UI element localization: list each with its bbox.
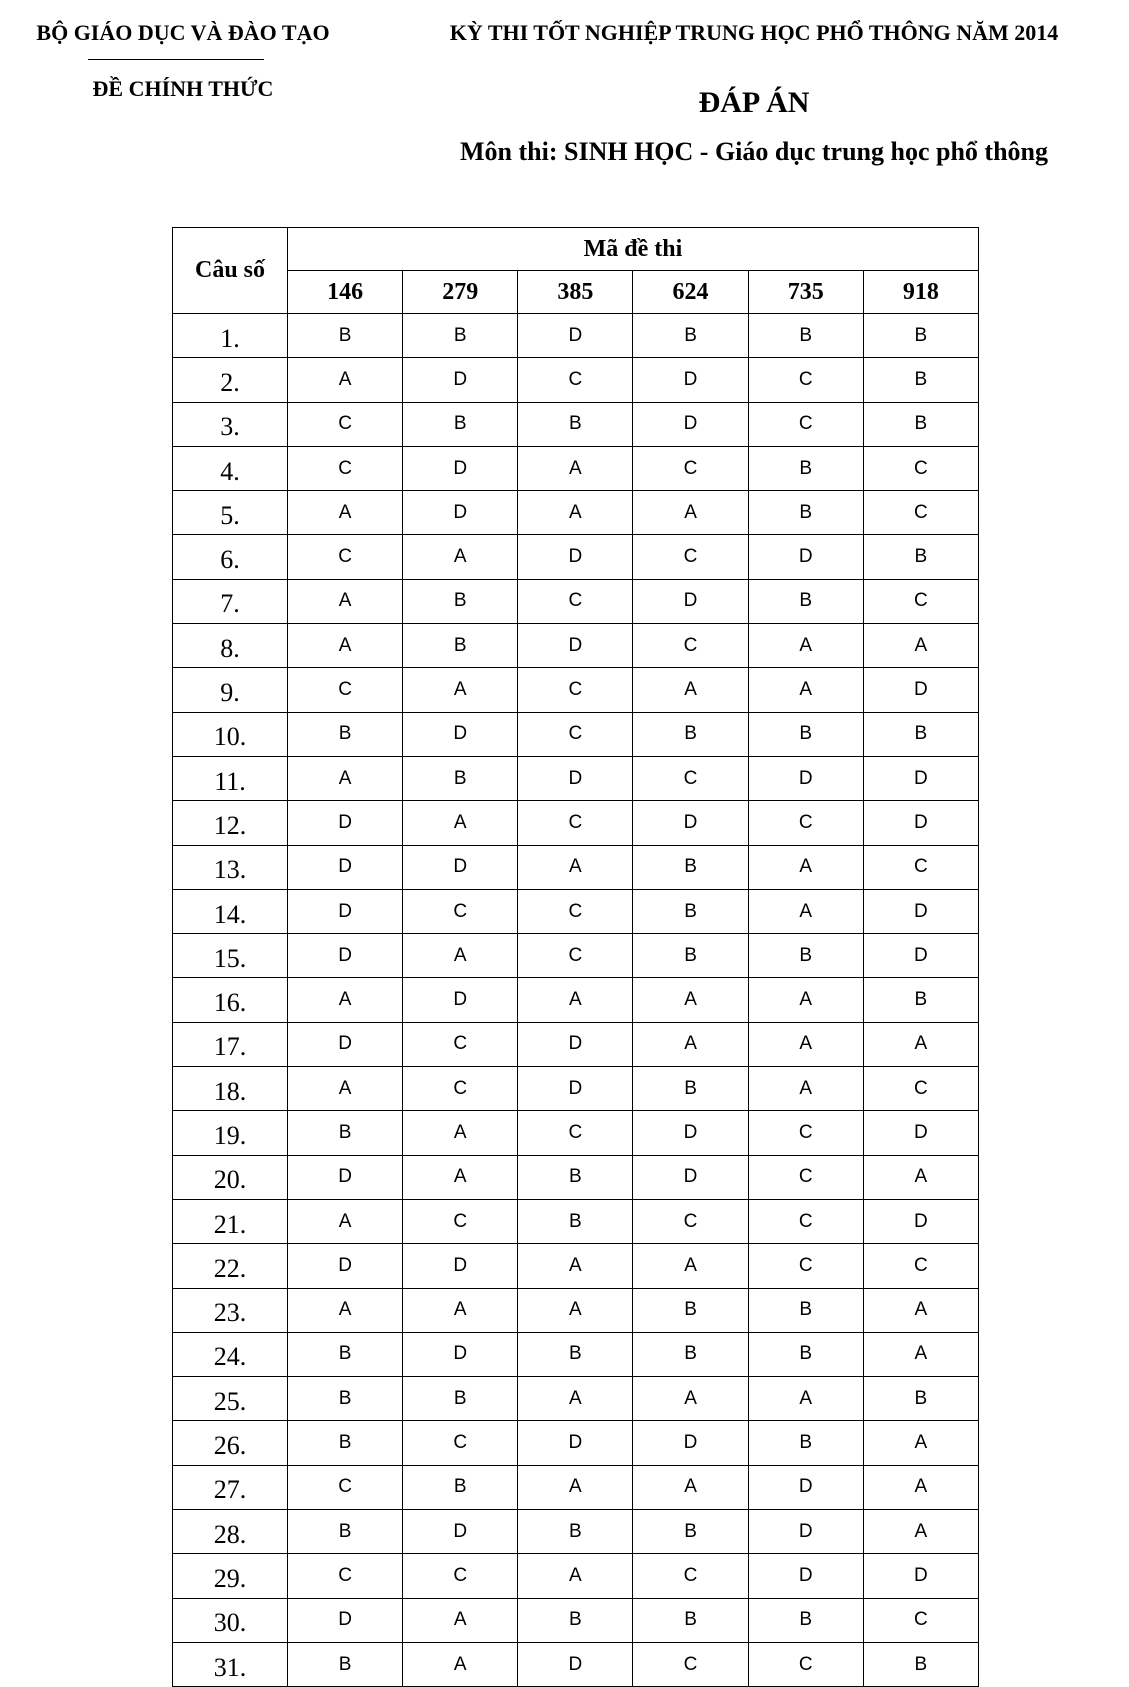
exam-code-header: 735 [748,271,863,314]
answer-cell: D [748,1554,863,1598]
answer-cell: D [518,1421,633,1465]
answer-cell: D [403,491,518,535]
answer-cell: D [518,535,633,579]
answer-cell: A [403,1155,518,1199]
table-row [173,1642,979,1686]
answer-cell: B [863,402,978,446]
answer-cell: B [748,579,863,623]
ministry-underline [88,59,264,60]
answer-cell: A [633,1022,748,1066]
answer-cell: B [633,934,748,978]
question-number: 12. [173,801,288,845]
answer-cell: D [403,712,518,756]
answer-cell: C [633,756,748,800]
answer-cell: A [748,1067,863,1111]
answer-cell: A [863,1465,978,1509]
answer-cell: A [403,668,518,712]
answer-cell: A [518,446,633,490]
answer-cell: D [288,1244,403,1288]
answer-cell: D [403,845,518,889]
answer-cell: B [518,1598,633,1642]
question-number: 29. [173,1554,288,1598]
answer-cell: B [863,978,978,1022]
answer-cell: D [863,889,978,933]
answer-cell: B [288,1332,403,1376]
answer-cell: A [748,889,863,933]
question-number: 4. [173,446,288,490]
answer-cell: D [518,314,633,358]
answer-cell: A [403,1642,518,1686]
answer-cell: D [633,801,748,845]
answer-cell: B [403,314,518,358]
answer-cell: B [863,1377,978,1421]
answer-cell: C [748,1155,863,1199]
question-number: 31. [173,1642,288,1686]
question-number: 21. [173,1199,288,1243]
answer-cell: A [403,1111,518,1155]
answer-cell: A [748,845,863,889]
table-row [173,756,979,800]
answer-cell: A [633,978,748,1022]
answer-cell: C [403,1421,518,1465]
answer-cell: C [518,934,633,978]
table-row [173,535,979,579]
answer-cell: D [518,624,633,668]
table-row [173,801,979,845]
answer-cell: D [288,889,403,933]
answer-cell: B [633,1510,748,1554]
answer-cell: A [288,1199,403,1243]
answer-cell: C [518,668,633,712]
answer-cell: B [518,1332,633,1376]
answer-cell: D [288,1155,403,1199]
question-number: 1. [173,314,288,358]
question-number-header: Câu số [173,228,288,314]
exam-code-header: 385 [518,271,633,314]
answer-cell: C [748,1244,863,1288]
question-number: 16. [173,978,288,1022]
answer-cell: A [288,978,403,1022]
answer-cell: D [863,668,978,712]
answer-cell: B [633,1332,748,1376]
answer-cell: A [863,1421,978,1465]
answer-cell: B [748,1598,863,1642]
answer-cell: C [403,1199,518,1243]
answer-cell: C [633,535,748,579]
answer-cell: A [518,491,633,535]
answer-cell: D [403,978,518,1022]
answer-cell: A [863,1288,978,1332]
answer-cell: C [863,1067,978,1111]
answer-cell: D [403,1332,518,1376]
answer-cell: C [403,1067,518,1111]
answer-cell: D [633,402,748,446]
answer-cell: D [403,358,518,402]
question-number: 14. [173,889,288,933]
question-number: 15. [173,934,288,978]
answer-cell: A [633,1377,748,1421]
answer-cell: A [288,1067,403,1111]
table-row [173,314,979,358]
table-row [173,358,979,402]
answer-cell: D [748,1465,863,1509]
answer-cell: B [288,712,403,756]
answer-cell: D [863,756,978,800]
answer-cell: D [518,1022,633,1066]
exam-title: KỲ THI TỐT NGHIỆP TRUNG HỌC PHỔ THÔNG NĂM 2014 [449,20,1059,45]
table-row [173,845,979,889]
answer-cell: B [748,934,863,978]
answer-cell: C [748,358,863,402]
answer-cell: D [633,1155,748,1199]
question-number: 6. [173,535,288,579]
answer-cell: A [633,668,748,712]
answer-cell: B [403,402,518,446]
answer-cell: D [633,579,748,623]
answer-cell: B [518,402,633,446]
table-row [173,491,979,535]
answer-cell: A [863,624,978,668]
answer-cell: D [403,1510,518,1554]
official-label: ĐỀ CHÍNH THỨC [92,76,274,101]
question-number: 24. [173,1332,288,1376]
answer-cell: A [863,1510,978,1554]
answer-cell: C [748,1199,863,1243]
answer-cell: A [633,1244,748,1288]
answer-cell: C [748,1642,863,1686]
answer-cell: D [863,934,978,978]
answer-cell: B [863,314,978,358]
table-row [173,978,979,1022]
question-number: 8. [173,624,288,668]
answer-cell: B [403,1377,518,1421]
table-row [173,1377,979,1421]
table-header-row [173,228,979,271]
answer-cell: D [288,801,403,845]
answer-key-title: ĐÁP ÁN [698,86,810,119]
answer-cell: B [288,314,403,358]
answer-cell: D [863,801,978,845]
question-number: 10. [173,712,288,756]
exam-code-header: 146 [288,271,403,314]
question-number: 7. [173,579,288,623]
answer-cell: B [288,1421,403,1465]
answer-cell: C [748,1111,863,1155]
answer-cell: A [633,491,748,535]
exam-code-group-header: Mã đề thi [288,228,979,271]
answer-cell: B [633,712,748,756]
answer-cell: D [863,1111,978,1155]
table-row [173,1510,979,1554]
question-number: 20. [173,1155,288,1199]
exam-code-row [173,271,979,314]
answer-cell: D [633,1111,748,1155]
answer-cell: D [518,1642,633,1686]
answer-cell: B [633,314,748,358]
answer-cell: B [633,1288,748,1332]
answer-cell: A [288,491,403,535]
answer-cell: B [403,1465,518,1509]
answer-cell: C [518,579,633,623]
answer-cell: B [288,1510,403,1554]
answer-cell: A [748,1022,863,1066]
answer-cell: A [403,535,518,579]
answer-cell: C [633,624,748,668]
answer-cell: D [863,1554,978,1598]
question-number: 19. [173,1111,288,1155]
answer-cell: B [748,314,863,358]
subject-line: Môn thi: SINH HỌC - Giáo dục trung học phổ thông [460,137,1048,166]
table-row [173,934,979,978]
answer-cell: C [863,845,978,889]
answer-cell: B [403,624,518,668]
answer-cell: D [288,1022,403,1066]
question-number: 9. [173,668,288,712]
table-row [173,1465,979,1509]
answer-cell: B [863,358,978,402]
question-number: 26. [173,1421,288,1465]
answer-cell: A [633,1465,748,1509]
question-number: 3. [173,402,288,446]
table-row [173,1022,979,1066]
answer-cell: B [518,1510,633,1554]
answer-cell: A [863,1022,978,1066]
answer-cell: A [863,1332,978,1376]
answer-cell: C [863,446,978,490]
table-row [173,402,979,446]
table-row [173,579,979,623]
table-row [173,1554,979,1598]
question-number: 18. [173,1067,288,1111]
table-row [173,446,979,490]
table-row [173,1155,979,1199]
answer-cell: C [288,1465,403,1509]
answer-cell: B [863,535,978,579]
answer-cell: B [633,889,748,933]
answer-cell: A [518,1554,633,1598]
answer-cell: C [518,801,633,845]
answer-cell: D [633,1421,748,1465]
answer-cell: B [633,1598,748,1642]
exam-code-header: 624 [633,271,748,314]
answer-cell: A [403,801,518,845]
answer-cell: C [863,491,978,535]
answer-cell: A [403,934,518,978]
answer-cell: B [403,579,518,623]
question-number: 5. [173,491,288,535]
answer-cell: A [863,1155,978,1199]
answer-cell: D [288,934,403,978]
answer-cell: C [633,446,748,490]
answer-cell: D [748,756,863,800]
answer-cell: B [288,1377,403,1421]
answer-cell: D [518,1067,633,1111]
answer-cell: A [748,624,863,668]
table-row [173,1244,979,1288]
answer-cell: C [518,1111,633,1155]
answer-cell: A [288,756,403,800]
answer-cell: D [403,1244,518,1288]
answer-rows [173,314,979,1687]
answer-cell: A [403,1598,518,1642]
answer-cell: B [863,712,978,756]
question-number: 25. [173,1377,288,1421]
answer-cell: C [633,1199,748,1243]
answer-key-table [172,227,979,1687]
table-row [173,1288,979,1332]
table-row [173,1111,979,1155]
answer-cell: A [518,978,633,1022]
answer-cell: D [633,358,748,402]
answer-cell: A [518,1244,633,1288]
answer-cell: B [748,1288,863,1332]
answer-cell: B [748,1332,863,1376]
answer-cell: A [288,358,403,402]
answer-cell: A [288,579,403,623]
answer-cell: B [518,1155,633,1199]
answer-cell: C [288,402,403,446]
question-number: 27. [173,1465,288,1509]
answer-cell: B [748,491,863,535]
table-row [173,624,979,668]
answer-cell: C [863,579,978,623]
question-number: 30. [173,1598,288,1642]
answer-cell: B [288,1111,403,1155]
answer-cell: B [863,1642,978,1686]
table-row [173,889,979,933]
answer-cell: D [518,756,633,800]
answer-cell: C [518,889,633,933]
question-number: 2. [173,358,288,402]
answer-cell: B [748,446,863,490]
answer-cell: C [518,358,633,402]
answer-cell: C [403,1554,518,1598]
answer-cell: C [863,1598,978,1642]
answer-cell: C [403,889,518,933]
answer-cell: B [518,1199,633,1243]
table-row [173,1199,979,1243]
answer-cell: C [748,402,863,446]
answer-cell: B [403,756,518,800]
table-row [173,668,979,712]
question-number: 23. [173,1288,288,1332]
answer-cell: C [288,668,403,712]
answer-cell: C [748,801,863,845]
answer-cell: C [633,1642,748,1686]
table-row [173,1067,979,1111]
answer-cell: C [288,1554,403,1598]
answer-cell: C [288,535,403,579]
answer-cell: B [748,1421,863,1465]
table-row [173,1332,979,1376]
answer-cell: A [748,1377,863,1421]
answer-cell: A [288,1288,403,1332]
question-number: 11. [173,756,288,800]
answer-cell: D [748,535,863,579]
answer-cell: D [748,1510,863,1554]
question-number: 28. [173,1510,288,1554]
table-row [173,712,979,756]
answer-cell: C [288,446,403,490]
answer-cell: B [633,845,748,889]
exam-code-header: 918 [863,271,978,314]
answer-cell: B [633,1067,748,1111]
answer-cell: D [863,1199,978,1243]
answer-cell: C [633,1554,748,1598]
answer-cell: D [288,845,403,889]
answer-cell: A [288,624,403,668]
answer-cell: B [288,1642,403,1686]
answer-cell: A [518,1288,633,1332]
question-number: 17. [173,1022,288,1066]
answer-cell: D [288,1598,403,1642]
answer-cell: A [518,1377,633,1421]
answer-cell: A [748,978,863,1022]
question-number: 22. [173,1244,288,1288]
answer-cell: B [748,712,863,756]
answer-cell: C [863,1244,978,1288]
table-row [173,1598,979,1642]
answer-cell: D [403,446,518,490]
answer-cell: A [518,1465,633,1509]
table-row [173,1421,979,1465]
answer-cell: A [518,845,633,889]
question-number: 13. [173,845,288,889]
answer-cell: A [403,1288,518,1332]
answer-cell: C [518,712,633,756]
ministry-name: BỘ GIÁO DỤC VÀ ĐÀO TẠO [36,20,330,45]
answer-cell: C [403,1022,518,1066]
exam-code-header: 279 [403,271,518,314]
answer-cell: A [748,668,863,712]
